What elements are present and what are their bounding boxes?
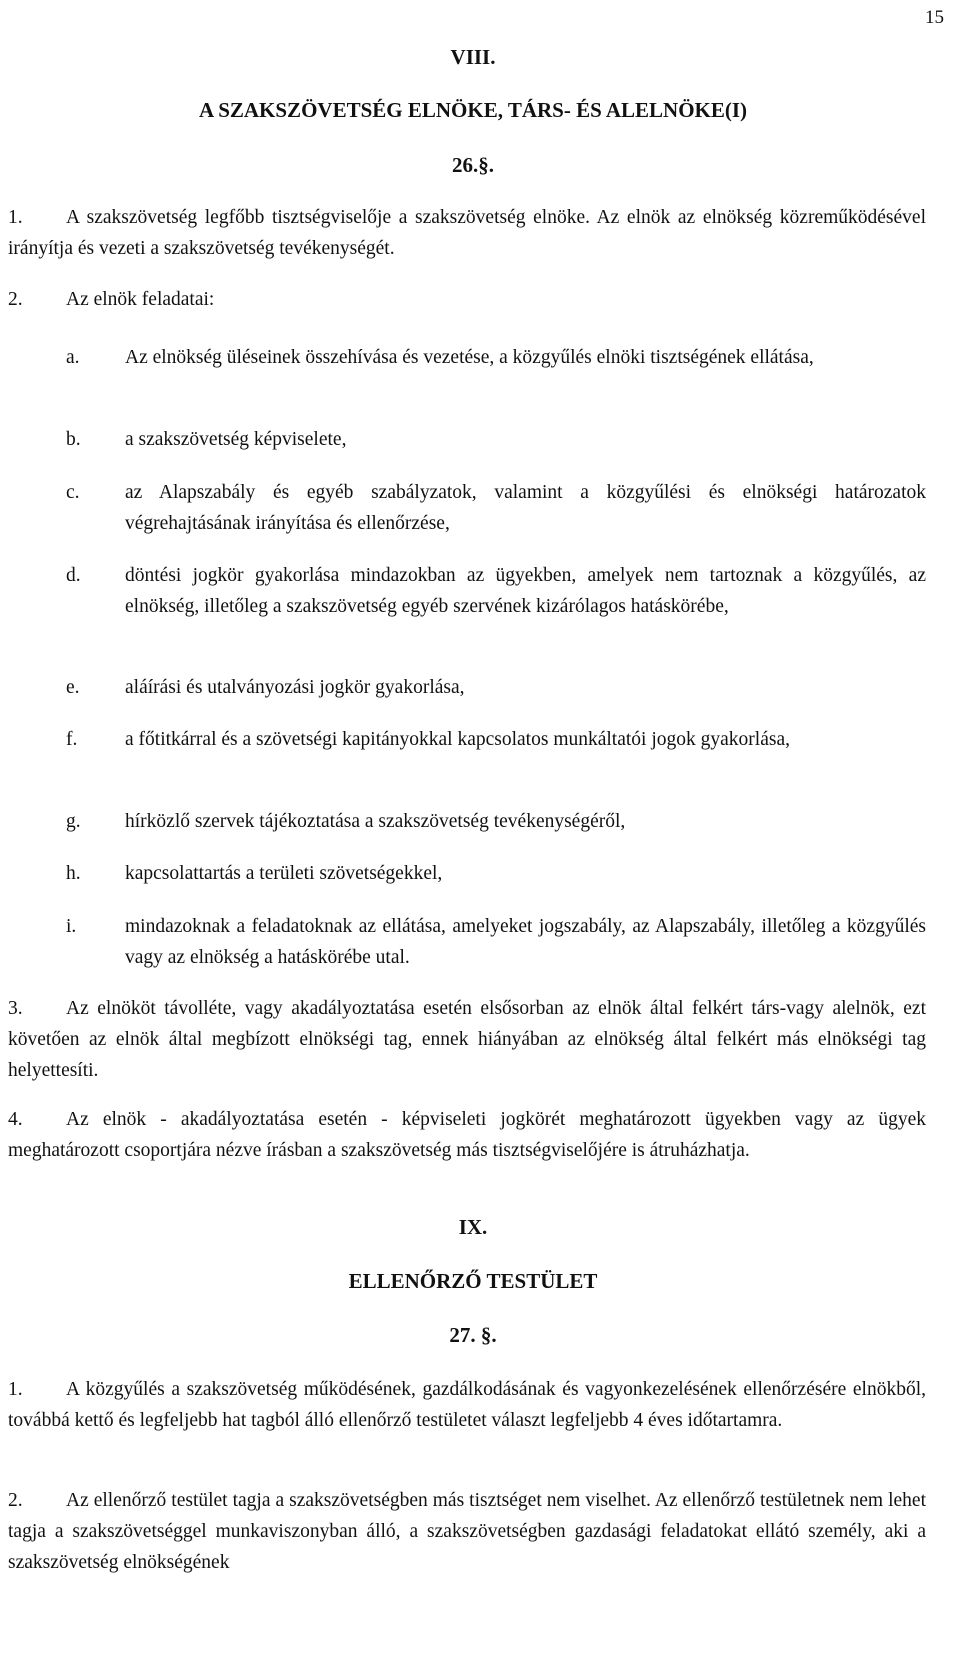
paragraph-26-4: [8, 1104, 926, 1166]
list-item-text: aláírási és utalványozási jogkör gyakorlása,: [125, 677, 465, 698]
chapter-title: A SZAKSZÖVETSÉG ELNÖKE, TÁRS- ÉS ALELNÖKE(I): [198, 98, 748, 122]
list-item-letter: a.: [66, 347, 80, 368]
article-number: 26.§.: [452, 153, 494, 177]
paragraph-number: 1.: [8, 1379, 23, 1400]
list-item-letter: b.: [66, 429, 81, 450]
paragraph-26-2: [8, 284, 926, 315]
list-item: [66, 424, 926, 455]
page-number: 15: [925, 7, 944, 28]
paragraph-number: 3.: [8, 998, 23, 1019]
list-item: [66, 724, 926, 755]
list-item-letter: g.: [66, 811, 81, 832]
list-item-letter: c.: [66, 482, 80, 503]
paragraph-26-3: [8, 993, 926, 1086]
paragraph-26-1: [8, 202, 926, 264]
list-item: [66, 806, 926, 837]
paragraph-text: A szakszövetség legfőbb tisztségviselője a szakszövetség elnöke. Az elnök az elnökség közreműködésével irányítja és vezeti a szakszövetség tevékenységét.: [8, 207, 926, 259]
paragraph-text: Az ellenőrző testület tagja a szakszövetségben más tisztséget nem viselhet. Az ellenőrző testületnek nem lehet tagja a szakszövetséggel munkaviszonyban álló, a szakszövetségben gazdasági feladatokat ellátó személy, aki a szakszövetség elnökségének: [8, 1490, 926, 1573]
list-item-letter: f.: [66, 729, 78, 750]
list-item-text: az Alapszabály és egyéb szabályzatok, valamint a közgyűlési és elnökségi határozatok végrehajtásának irányítása és ellenőrzése,: [125, 482, 926, 534]
list-item-text: a szakszövetség képviselete,: [125, 429, 347, 450]
list-item-letter: i.: [66, 916, 77, 937]
list-item: [66, 560, 926, 622]
list-item-text: Az elnökség üléseinek összehívása és vezetése, a közgyűlés elnöki tisztségének ellátása,: [125, 347, 814, 368]
paragraph-text: Az elnök - akadályoztatása esetén - képviseleti jogkörét meghatározott ügyekben vagy az ügyek meghatározott csoportjára nézve írásban a szakszövetség más tisztségviselőjére is átruházhatja.: [8, 1109, 926, 1161]
list-item: [66, 672, 926, 703]
paragraph-number: 2.: [8, 1490, 23, 1511]
paragraph-number: 1.: [8, 207, 23, 228]
list-item: [66, 911, 926, 973]
list-item-letter: h.: [66, 863, 81, 884]
list-item-letter: e.: [66, 677, 80, 698]
list-item-text: mindazoknak a feladatoknak az ellátása, amelyeket jogszabály, az Alapszabály, illetőleg a közgyűlés vagy az elnökség a hatáskörébe utal.: [125, 916, 926, 968]
paragraph-number: 2.: [8, 289, 23, 310]
list-item-text: hírközlő szervek tájékoztatása a szakszövetség tevékenységéről,: [125, 811, 626, 832]
paragraph-number: 4.: [8, 1109, 23, 1130]
list-item-text: a főtitkárral és a szövetségi kapitányokkal kapcsolatos munkáltatói jogok gyakorlása,: [125, 729, 790, 750]
list-item-letter: d.: [66, 565, 81, 586]
list-item-text: döntési jogkör gyakorlása mindazokban az ügyekben, amelyek nem tartoznak a közgyűlés, az elnökség, illetőleg a szakszövetség egyéb szervének kizárólagos hatáskörébe,: [125, 565, 926, 617]
chapter-number: IX.: [458, 1215, 488, 1239]
list-item: [66, 342, 926, 373]
paragraph-text: A közgyűlés a szakszövetség működésének, gazdálkodásának és vagyonkezelésének ellenőrzésére elnökből, továbbá kettő és legfeljebb hat tagból álló ellenőrző testületet választ legfeljebb 4 éves időtartamra.: [8, 1379, 926, 1431]
paragraph-text: Az elnököt távolléte, vagy akadályoztatása esetén elsősorban az elnök által felkért társ-vagy alelnök, ezt követően az elnök által megbízott elnökségi tag, ennek hiányában az elnökség által felkért más elnökségi tag helyettesíti.: [8, 998, 926, 1081]
list-item: [66, 858, 926, 889]
list-item: [66, 477, 926, 539]
paragraph-27-2: [8, 1485, 926, 1578]
paragraph-27-1: [8, 1374, 926, 1436]
chapter-title: ELLENŐRZŐ TESTÜLET: [348, 1269, 598, 1293]
article-number: 27. §.: [449, 1323, 497, 1347]
chapter-number: VIII.: [450, 45, 496, 69]
paragraph-text: Az elnök feladatai:: [66, 289, 215, 310]
list-item-text: kapcsolattartás a területi szövetségekkel,: [125, 863, 443, 884]
